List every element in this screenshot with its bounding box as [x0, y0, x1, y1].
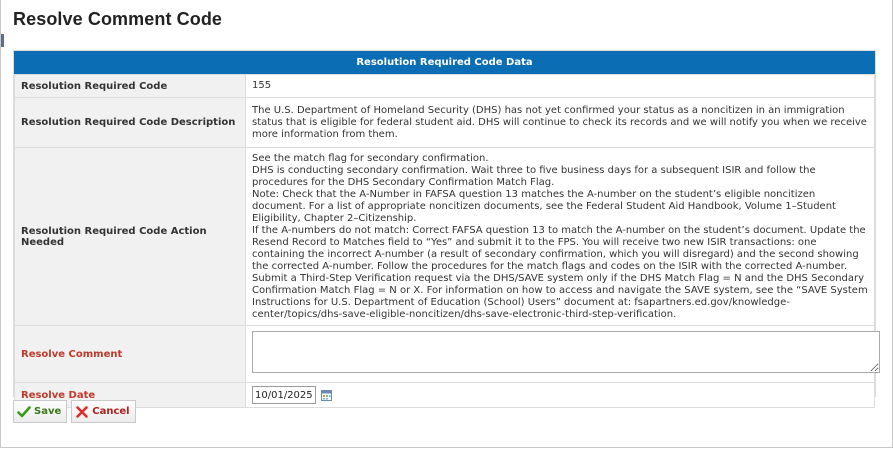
action-label: Resolution Required Code Action Needed [15, 148, 246, 326]
resolution-grid [14, 74, 875, 408]
save-button[interactable] [13, 400, 67, 423]
button-bar [13, 400, 136, 423]
action-line: DHS is conducting secondary confirmation. Wait three to five business days for a subsequent ISIR and follow the procedures for the DHS Secondary Confirmation Match Flag. [252, 164, 816, 188]
table-header: Resolution Required Code Data [14, 51, 875, 74]
action-line: Note: Check that the A-Number in FAFSA question 13 matches the A-number on the student’s eligible noncitizen document. For a list of appropriate noncitizen documents, see the Federal Student Aid Handbook, Volume 1–Student Eligibility, Chapter 2–Citizenship. [252, 188, 836, 224]
action-value [246, 148, 875, 326]
dialog-title: Resolve Comment Code [13, 9, 223, 29]
side-strip [1, 34, 4, 47]
x-icon [75, 405, 89, 419]
resolve-comment-input[interactable] [252, 331, 880, 373]
table-row [15, 326, 875, 383]
date-wrap [252, 386, 868, 404]
resolve-comment-label: Resolve Comment [15, 326, 246, 383]
checkmark-icon [17, 405, 31, 419]
cancel-label: Cancel [92, 406, 130, 417]
calendar-icon[interactable] [321, 390, 332, 401]
resolution-table [13, 50, 876, 401]
table-row [15, 148, 875, 326]
table-row [15, 75, 875, 98]
action-line: See the match flag for secondary confirmation. [252, 152, 489, 164]
resolve-date-cell [246, 383, 875, 408]
save-label: Save [34, 406, 62, 417]
description-value: The U.S. Department of Homeland Security (DHS) has not yet confirmed your status as a noncitizen in an immigration status that is eligible for federal student aid. DHS will continue to check its records and we will notify you when we receive more information from them. [246, 98, 875, 148]
resolve-comment-cell [246, 326, 875, 383]
table-row [15, 98, 875, 148]
table-row [15, 383, 875, 408]
action-line: If the A-numbers do not match: Correct FAFSA question 13 to match the A-number on the student’s document. Update the Resend Record to Matches field to “Yes” and submit it to the FPS. You will receive two new ISIR transactions: one containing the incorrect A-number (a result of secondary confirmation, which you will disregard) and the second showing the corrected A-number. Follow the procedures for the match flags and codes on the ISIR with the corrected A-number. Submit a Third-Step Verification request via the DHS/SAVE system only if the DHS Match Flag = N and the DHS Secondary Confirmation Match Flag = N or X. For information on how to access and navigate the SAVE system, see the “SAVE System Instructions for U.S. Department of Education (School) Users” document at: fsapartners.ed.gov/knowledge-center/topics/dhs-save-eligible-noncitizen/dhs-save-electronic-third-step-verification. [252, 224, 868, 320]
resolve-date-input[interactable] [252, 386, 316, 404]
cancel-button[interactable] [71, 400, 135, 423]
code-value: 155 [246, 75, 875, 98]
code-label: Resolution Required Code [15, 75, 246, 98]
resolve-date-label: Resolve Date [15, 383, 246, 408]
description-label: Resolution Required Code Description [15, 98, 246, 148]
